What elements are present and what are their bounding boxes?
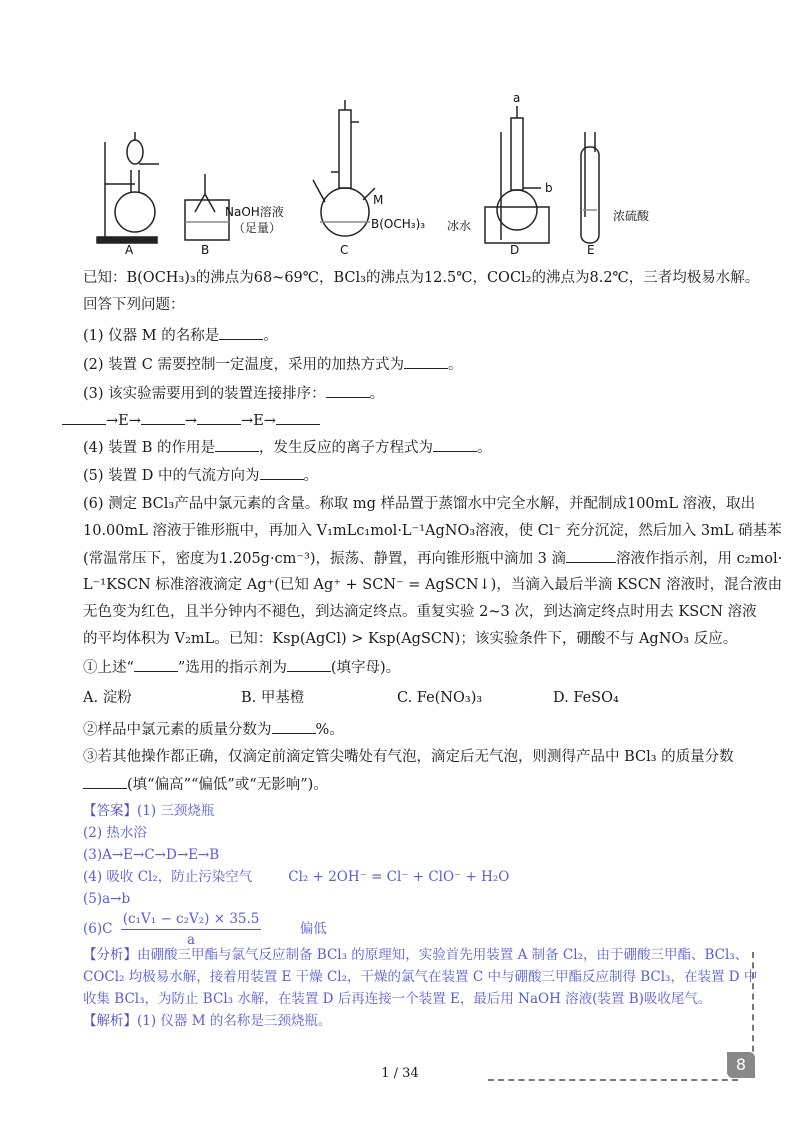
apparatus-diagram bbox=[95, 92, 675, 262]
sub-question-3: ③若其他操作都正确，仅滴定前滴定管尖嘴处有气泡，滴定后无气泡，则测得产品中 BCl₃ 的质量分数 bbox=[83, 749, 734, 765]
answer-blank bbox=[260, 465, 304, 480]
label-D: D bbox=[510, 243, 520, 257]
answer-line-6: (6)C $\frac{\text{(c₁V₁ − c₂V₂) × 35.5}}{a}$ 偏低 bbox=[83, 911, 327, 948]
label-acid: 浓硫酸 bbox=[613, 209, 650, 223]
answer-blank bbox=[215, 437, 259, 452]
question-6-line-1: (6) 测定 BCl₃产品中氯元素的含量。称取 mg 样品置于蒸馏水中完全水解，并配制成100mL 溶液，取出 bbox=[83, 496, 756, 512]
label-C: C bbox=[340, 243, 349, 257]
parse-line-1: 【解析】(1) 仪器 M 的名称是三颈烧瓶。 bbox=[83, 1013, 332, 1029]
label-E: E bbox=[587, 243, 595, 257]
question-6-line-2: 10.00mL 溶液于锥形瓶中，再加入 V₁mLc₁mol·L⁻¹AgNO₃溶液，使 Cl⁻ 充分沉淀，然后加入 3mL 硝基苯 bbox=[83, 523, 782, 539]
answer-blank bbox=[404, 354, 448, 369]
answer-line-2: (2) 热水浴 bbox=[83, 825, 147, 841]
parse-tag: 【解析】 bbox=[83, 1013, 137, 1029]
question-1: (1) 仪器 M 的名称是 。 bbox=[83, 325, 278, 346]
question-6-line-4: L⁻¹KSCN 标准溶液滴定 Ag⁺(已知 Ag⁺ + SCN⁻ = AgSCN↓)，当滴入最后半滴 KSCN 溶液时，混合液由 bbox=[83, 577, 783, 593]
page-footer: 1 / 34 bbox=[381, 1066, 419, 1081]
answer-blank bbox=[83, 774, 127, 789]
dashed-border-vertical bbox=[752, 952, 754, 1062]
analysis-line-2: COCl₂ 均极易水解，接着用装置 E 干燥 Cl₂，干燥的氯气在装置 C 中与硼酸三甲酯反应制得 BCl₃，在装置 D 中 bbox=[83, 969, 758, 985]
label-B: B bbox=[201, 243, 210, 257]
intro-text: 回答下列问题： bbox=[83, 297, 185, 313]
answer-blank bbox=[272, 719, 316, 734]
question-2: (2) 装置 C 需要控制一定温度，采用的加热方式为 。 bbox=[83, 354, 462, 375]
answer-blank bbox=[141, 410, 185, 425]
answer-blank bbox=[276, 410, 320, 425]
answer-blank bbox=[433, 437, 477, 452]
option-b: B. 甲基橙 bbox=[241, 690, 305, 706]
answer-line-1: 【答案】(1) 三颈烧瓶 bbox=[83, 803, 215, 819]
question-5: (5) 装置 D 中的气流方向为 。 bbox=[83, 465, 318, 486]
question-3: (3) 该实验需要用到的装置连接排序： 。 bbox=[83, 383, 384, 404]
answer-line-5: (5)a→b bbox=[83, 891, 131, 907]
question-6-line-6: 的平均体积为 V₂mL。已知：Ksp(AgCl) > Ksp(AgSCN)；该实验条件下，硼酸不与 AgNO₃ 反应。 bbox=[83, 631, 738, 647]
answer-line-4: (4) 吸收 Cl₂，防止污染空气 Cl₂ + 2OH⁻ = Cl⁻ + ClO⁻ + H₂O bbox=[83, 869, 510, 885]
apparatus-figure bbox=[95, 92, 675, 262]
question-6-line-3: (常温常压下，密度为1.205g·cm⁻³)，振荡、静置，再向锥形瓶中滴加 3 滴 溶液作指示剂，用 c₂mol· bbox=[83, 548, 782, 569]
analysis-line-1: 【分析】由硼酸三甲酯与氯气反应制备 BCl₃ 的原理知，实验首先用装置 A 制备 Cl₂，由于硼酸三甲酯、BCl₃、 bbox=[83, 947, 749, 963]
question-4: (4) 装置 B 的作用是 ，发生反应的离子方程式为 。 bbox=[83, 437, 492, 458]
option-c: C. Fe(NO₃)₃ bbox=[397, 690, 483, 706]
answer-line-3: (3)A→E→C→D→E→B bbox=[83, 847, 220, 863]
label-naoh: NaOH溶液 bbox=[225, 205, 284, 219]
option-a: A. 淀粉 bbox=[83, 690, 132, 706]
label-ice: 冰水 bbox=[447, 219, 472, 233]
label-naoh-note: （足量） bbox=[233, 221, 282, 235]
answer-blank bbox=[326, 383, 370, 398]
answer-blank bbox=[219, 325, 263, 340]
sub-question-1: ①上述“ ”选用的指示剂为 (填字母)。 bbox=[83, 657, 400, 678]
label-boch: B(OCH₃)₃ bbox=[371, 217, 426, 231]
question-6-line-5: 无色变为红色，且半分钟内不褪色，到达滴定终点。重复实验 2~3 次，到达滴定终点时用去 KSCN 溶液 bbox=[83, 604, 757, 620]
question-3-chain: →E→ → →E→ bbox=[62, 410, 320, 431]
known-text: 已知：B(OCH₃)₃的沸点为68~69℃，BCl₃的沸点为12.5℃，COCl₂的沸点为8.2℃，三者均极易水解。 bbox=[83, 270, 760, 286]
label-A: A bbox=[125, 243, 134, 257]
answer-blank bbox=[287, 657, 331, 672]
page-badge: 8 bbox=[727, 1052, 755, 1078]
label-b: b bbox=[545, 181, 553, 195]
analysis-tag: 【分析】 bbox=[83, 947, 137, 963]
answer-blank bbox=[197, 410, 241, 425]
answer-blank bbox=[62, 410, 106, 425]
fraction: $\frac{\text{(c₁V₁ − c₂V₂) × 35.5}}{a}$ bbox=[122, 911, 260, 948]
sub-question-3-cont: (填“偏高”“偏低”或“无影响”)。 bbox=[83, 774, 328, 795]
answer-tag: 【答案】 bbox=[83, 803, 137, 819]
answer-blank bbox=[566, 548, 616, 563]
label-M: M bbox=[373, 193, 384, 207]
option-d: D. FeSO₄ bbox=[553, 690, 619, 706]
sub-question-2: ②样品中氯元素的质量分数为 %。 bbox=[83, 719, 344, 740]
analysis-line-3: 收集 BCl₃，为防止 BCl₃ 水解，在装置 D 后再连接一个装置 E，最后用 NaOH 溶液(装置 B)吸收尾气。 bbox=[83, 991, 712, 1007]
answer-blank bbox=[134, 657, 178, 672]
label-a: a bbox=[513, 92, 521, 105]
